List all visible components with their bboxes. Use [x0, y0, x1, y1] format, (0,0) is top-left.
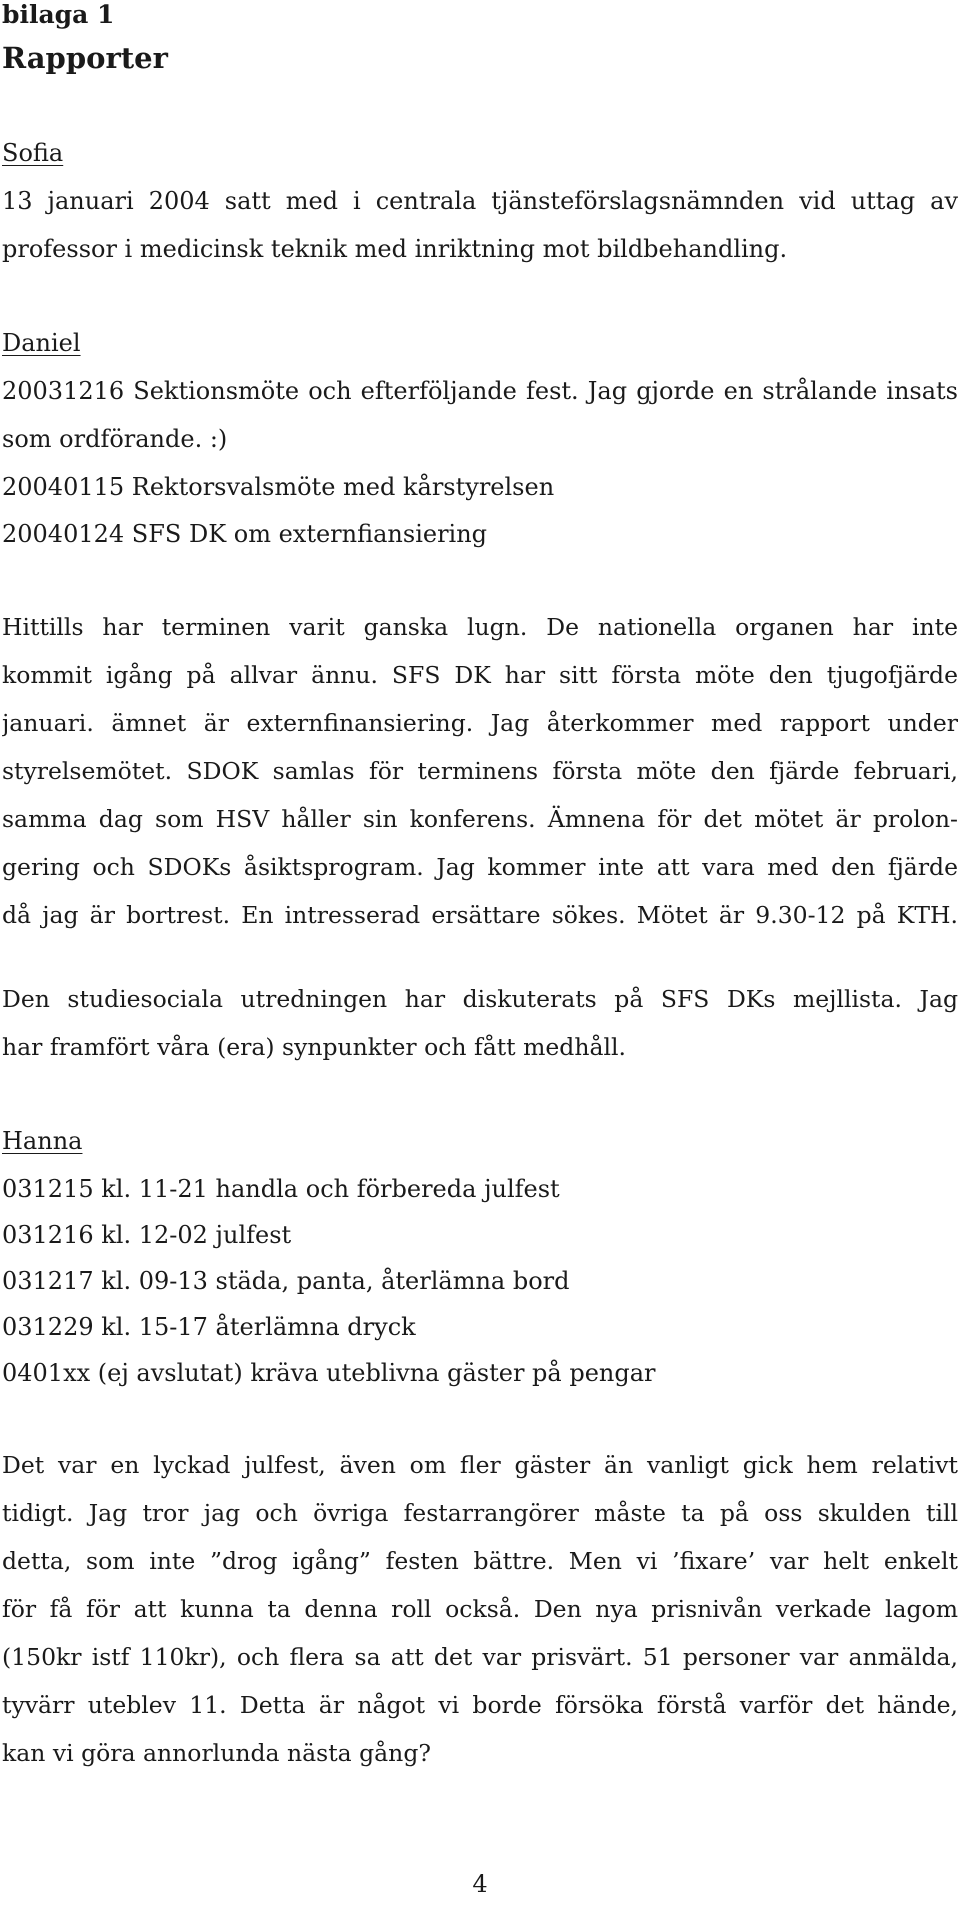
daniel-paragraph-line: gering och SDOKs åsiktsprogram. Jag kommer inte att vara med den fjärde	[2, 853, 958, 881]
hanna-line: 031216 kl. 12-02 julfest	[2, 1221, 292, 1249]
hanna-paragraph-line: för få för att kunna ta denna roll också. Den nya prisnivån verkade lagom	[2, 1595, 958, 1623]
daniel-paragraph-line: samma dag som HSV håller sin konferens. Ämnena för det mötet är prolon-	[2, 805, 958, 833]
daniel-line: 20040115 Rektorsvalsmöte med kårstyrelsen	[2, 473, 555, 501]
hanna-paragraph-line: detta, som inte ”drog igång” festen bättre. Men vi ’fixare’ var helt enkelt	[2, 1547, 958, 1575]
sofia-line: 13 januari 2004 satt med i centrala tjänsteförslagsnämnden vid uttag av	[2, 187, 958, 215]
daniel-paragraph-line: styrelsemötet. SDOK samlas för terminens första möte den fjärde februari,	[2, 757, 958, 785]
chapter-title: Rapporter	[2, 41, 168, 75]
section-heading-hanna: Hanna	[2, 1127, 83, 1155]
daniel-line: 20040124 SFS DK om externfiansiering	[2, 520, 488, 548]
hanna-line: 031217 kl. 09-13 städa, panta, återlämna bord	[2, 1267, 570, 1295]
daniel-paragraph-line: då jag är bortrest. En intresserad ersättare sökes. Mötet är 9.30-12 på KTH.	[2, 901, 958, 929]
daniel-line: som ordförande. :)	[2, 425, 228, 453]
daniel-paragraph-line: januari. ämnet är externfinansiering. Jag återkommer med rapport under	[2, 709, 958, 737]
hanna-paragraph-line: Det var en lyckad julfest, även om fler gäster än vanligt gick hem relativt	[2, 1451, 958, 1479]
hanna-paragraph-line: (150kr istf 110kr), och flera sa att det var prisvärt. 51 personer var anmälda,	[2, 1643, 958, 1671]
hanna-line: 031229 kl. 15-17 återlämna dryck	[2, 1313, 416, 1341]
daniel-line: 20031216 Sektionsmöte och efterföljande fest. Jag gjorde en strålande insats	[2, 377, 958, 405]
hanna-paragraph-line: tidigt. Jag tror jag och övriga festarrangörer måste ta på oss skulden till	[2, 1499, 958, 1527]
hanna-line: 0401xx (ej avslutat) kräva uteblivna gäster på pengar	[2, 1359, 656, 1387]
page-number: 4	[472, 1870, 488, 1898]
hanna-paragraph-line: kan vi göra annorlunda nästa gång?	[2, 1739, 431, 1767]
daniel-paragraph-line: kommit igång på allvar ännu. SFS DK har sitt första möte den tjugofjärde	[2, 661, 958, 689]
section-heading-sofia: Sofia	[2, 139, 64, 167]
hanna-paragraph-line: tyvärr uteblev 11. Detta är något vi borde försöka förstå varför det hände,	[2, 1691, 958, 1719]
appendix-label: bilaga 1	[2, 0, 115, 29]
hanna-line: 031215 kl. 11-21 handla och förbereda julfest	[2, 1175, 560, 1203]
daniel-paragraph-line: har framfört våra (era) synpunkter och fått medhåll.	[2, 1033, 626, 1061]
section-heading-daniel: Daniel	[2, 329, 81, 357]
daniel-paragraph-line: Hittills har terminen varit ganska lugn. De nationella organen har inte	[2, 613, 958, 641]
sofia-line: professor i medicinsk teknik med inriktning mot bildbehandling.	[2, 235, 788, 263]
daniel-paragraph-line: Den studiesociala utredningen har diskuterats på SFS DKs mejllista. Jag	[2, 985, 958, 1013]
